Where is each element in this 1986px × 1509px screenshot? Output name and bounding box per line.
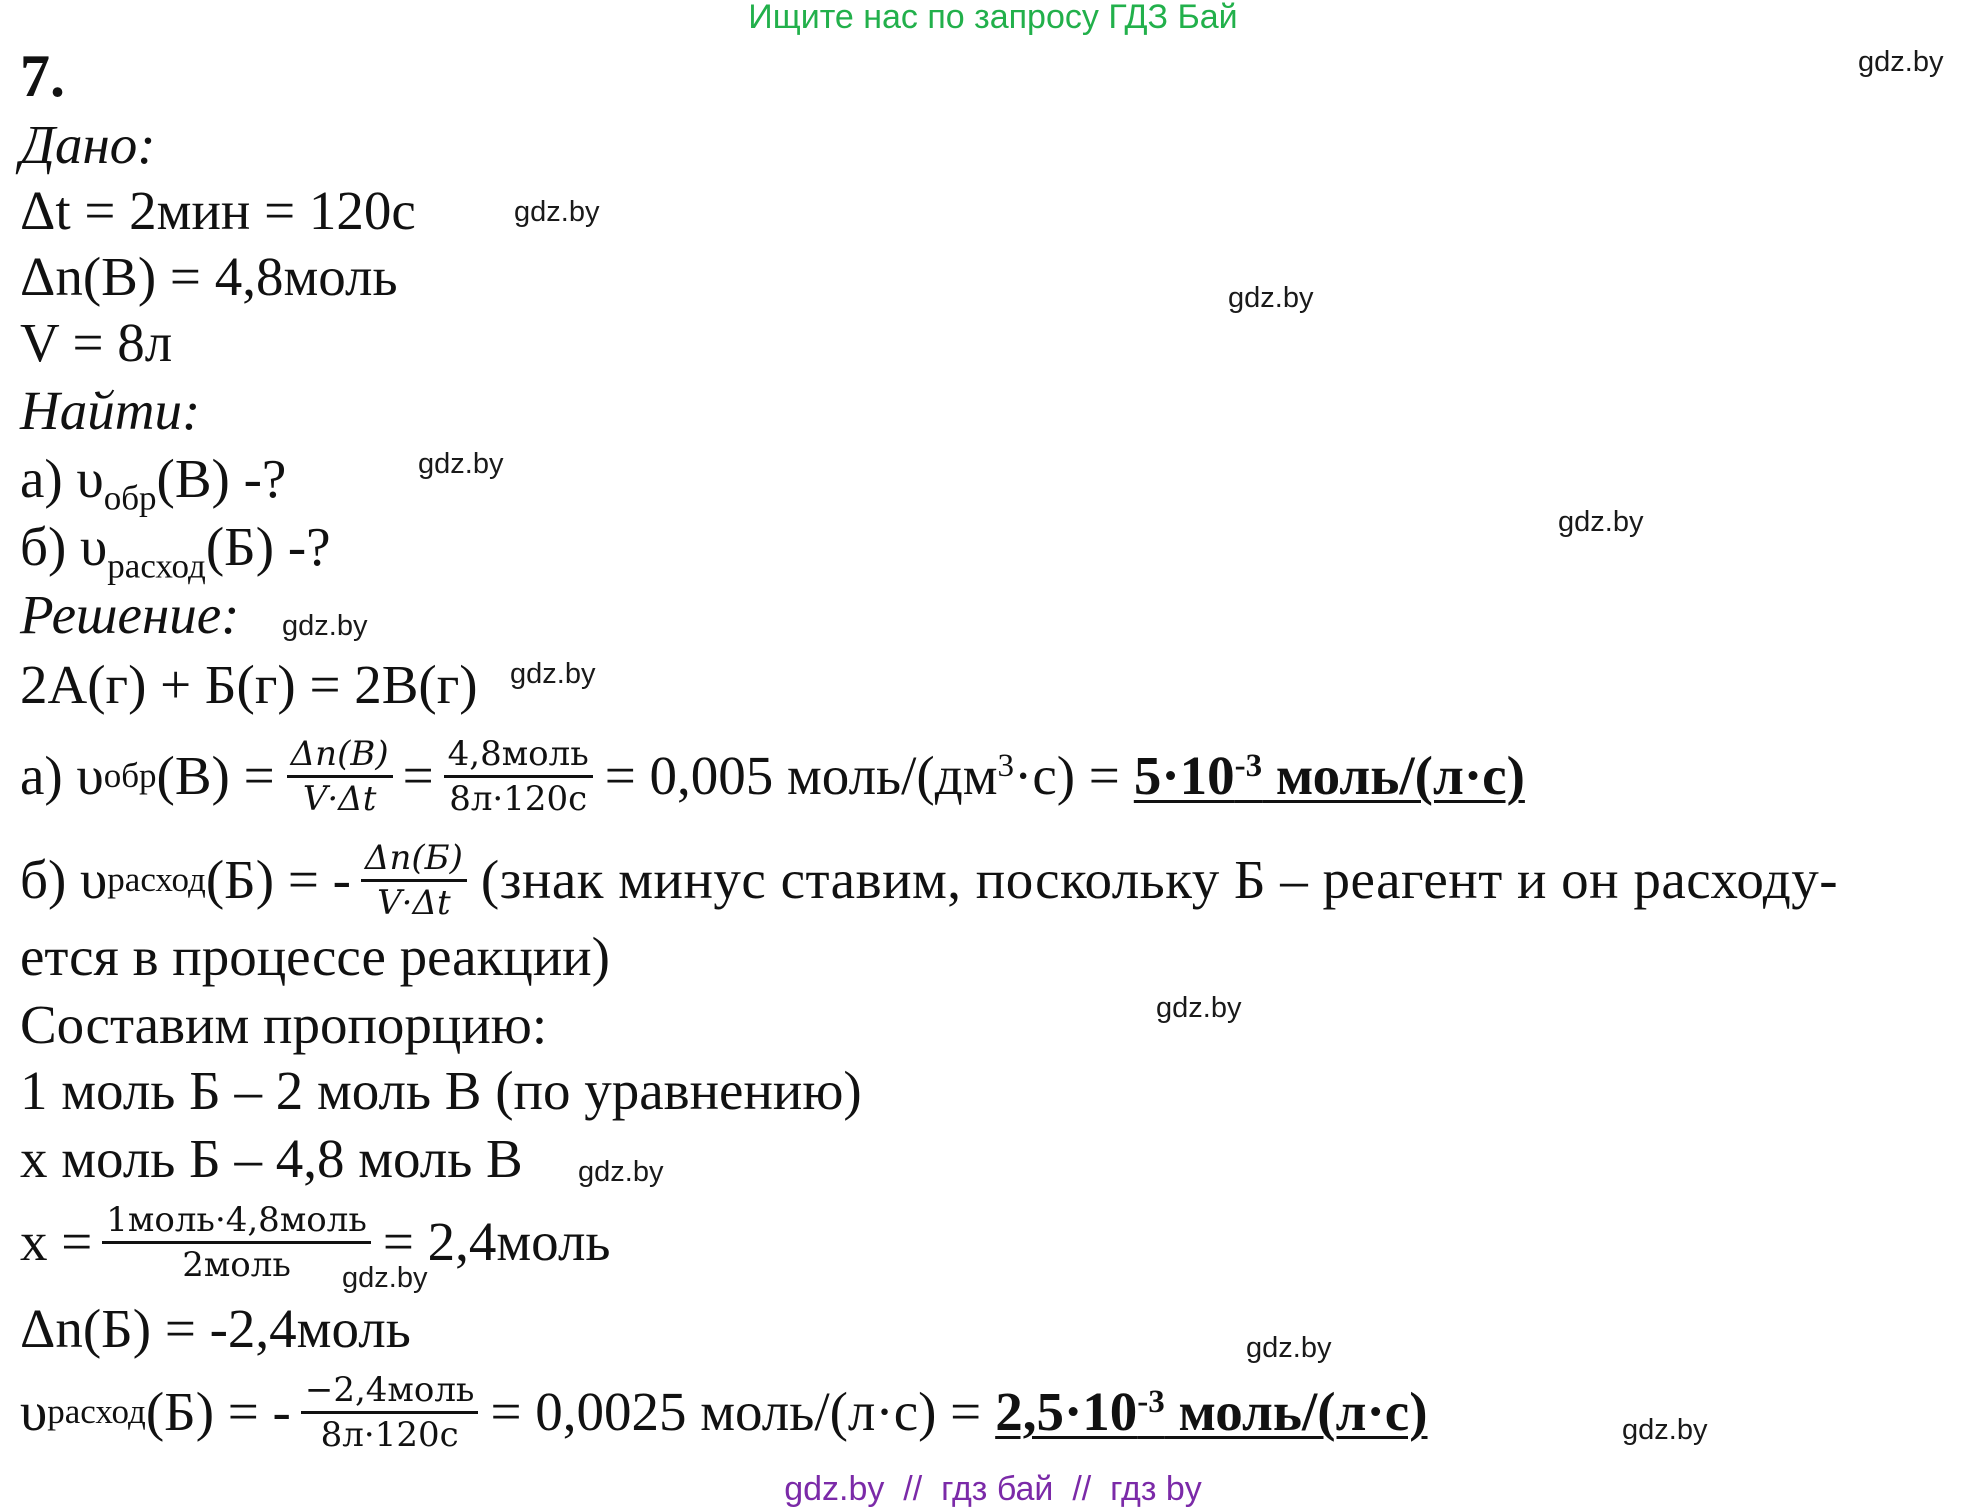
solution-b [20, 830, 1838, 930]
sol-b-prefix: б) υ [20, 849, 108, 910]
final-sub: расход [47, 1392, 146, 1431]
given-heading: Дано: [20, 114, 156, 175]
sol-a-prefix: а) υ [20, 745, 104, 806]
answer-a-post: моль/(л·с) [1262, 745, 1525, 806]
find-b-suffix: (Б) -? [205, 516, 331, 577]
proportion-line: 1 моль Б – 2 моль В (по уравнению) [20, 1060, 862, 1121]
fraction [444, 733, 593, 820]
sol-a-sub: обр [103, 756, 157, 795]
x-calculation [20, 1192, 610, 1292]
sol-a-result [605, 743, 1120, 809]
sol-a-result-post: ·с) = [1014, 745, 1120, 806]
watermark: gdz.by [514, 196, 600, 228]
fraction-numerator: Δn(В) [287, 733, 393, 778]
fraction [287, 733, 393, 820]
watermark: gdz.by [578, 1156, 664, 1188]
watermark: gdz.by [1228, 282, 1314, 314]
find-a-prefix: а) υ [20, 448, 104, 509]
fraction [301, 1369, 479, 1456]
given-line: Δn(В) = 4,8моль [20, 246, 398, 307]
find-heading: Найти: [20, 380, 201, 441]
fraction-denominator: V·Δt [377, 882, 451, 923]
task-number: 7. [20, 43, 65, 109]
answer-a-sup: -3 [1234, 747, 1263, 784]
answer-b [995, 1379, 1427, 1445]
solution-heading: Решение: [20, 584, 240, 645]
bottom-banner[interactable]: gdz.by // гдз бай // гдз by [784, 1470, 1202, 1508]
sol-b-sub: расход [107, 860, 206, 899]
watermark: gdz.by [1156, 992, 1242, 1024]
fraction-denominator: 8л·120с [449, 778, 588, 819]
sol-b-note-line2: ется в процессе реакции) [20, 926, 610, 987]
given-line: V = 8л [20, 312, 173, 373]
watermark: gdz.by [1558, 506, 1644, 538]
final-suffix: (Б) = - [145, 1381, 291, 1442]
watermark: gdz.by [1246, 1332, 1332, 1364]
fraction-denominator: 2моль [182, 1244, 291, 1285]
fraction-numerator: Δn(Б) [361, 837, 467, 882]
answer-b-pre: 2,5·10 [995, 1381, 1138, 1442]
equals-sign: = [402, 745, 434, 806]
sol-a-result-sup: 3 [997, 747, 1014, 784]
proportion-heading: Составим пропорцию: [20, 994, 548, 1055]
watermark: gdz.by [1858, 46, 1944, 78]
proportion-line: х моль Б – 4,8 моль В [20, 1128, 523, 1189]
watermark: gdz.by [342, 1262, 428, 1294]
fraction-denominator: 8л·120с [320, 1414, 459, 1455]
find-b-prefix: б) υ [20, 516, 108, 577]
answer-b-post: моль/(л·с) [1164, 1381, 1428, 1442]
final-result: = 0,0025 моль/(л·с) = [490, 1381, 982, 1442]
watermark: gdz.by [510, 658, 596, 690]
solution-a [20, 726, 1525, 826]
top-banner[interactable]: Ищите нас по запросу ГДЗ Бай [748, 0, 1238, 36]
given-line: Δt = 2мин = 120с [20, 180, 416, 241]
answer-a [1134, 743, 1525, 809]
fraction-numerator: −2,4моль [301, 1369, 479, 1414]
watermark: gdz.by [282, 610, 368, 642]
x-prefix: х = [20, 1211, 93, 1272]
final-prefix: υ [20, 1381, 48, 1442]
x-result: = 2,4моль [382, 1211, 611, 1272]
answer-b-sup: -3 [1137, 1383, 1165, 1420]
answer-a-pre: 5·10 [1133, 745, 1235, 806]
sol-b-suffix: (Б) = - [205, 849, 351, 910]
sol-b-note-line1: (знак минус ставим, поскольку Б – реагент и он расходу- [480, 849, 1839, 910]
find-a-suffix: (В) -? [156, 448, 287, 509]
delta-n-b: Δn(Б) = -2,4моль [20, 1298, 411, 1359]
fraction-denominator: V·Δt [302, 778, 377, 819]
watermark: gdz.by [1622, 1414, 1708, 1446]
fraction [361, 837, 467, 924]
sol-a-result-pre: = 0,005 моль/(дм [604, 745, 998, 806]
reaction-equation: 2А(г) + Б(г) = 2В(г) [20, 654, 478, 715]
fraction [102, 1199, 371, 1286]
final-calculation [20, 1362, 1428, 1462]
watermark: gdz.by [418, 448, 504, 480]
fraction-numerator: 1моль·4,8моль [102, 1199, 371, 1244]
sol-a-suffix: (В) = [156, 745, 275, 806]
find-a-sub: обр [103, 478, 157, 518]
find-b-sub: расход [107, 546, 206, 586]
fraction-numerator: 4,8моль [444, 733, 593, 778]
